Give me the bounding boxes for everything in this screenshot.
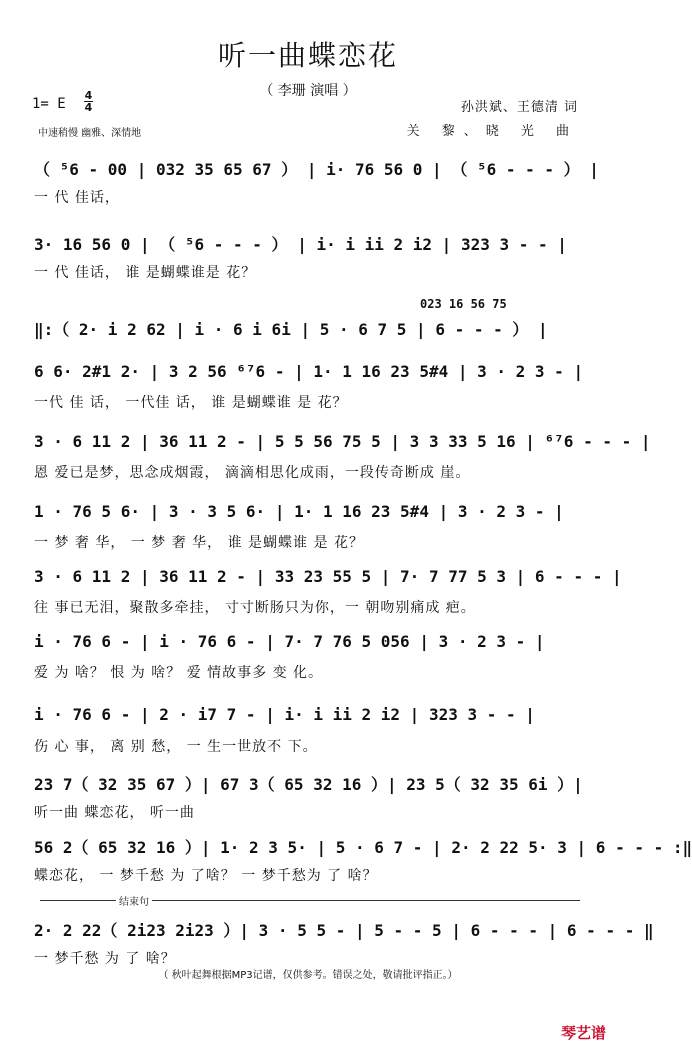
time-signature-top: 4: [84, 89, 93, 102]
lyrics-row: 一 代 佳话， 谁 是蝴蝶谁是 花？: [34, 265, 257, 281]
time-signature: [84, 90, 93, 113]
song-title: 听一曲蝶恋花: [217, 39, 398, 72]
notation-row: 23 7（ 32 35 67 ）| 67 3（ 65 32 16 ）| 23 5（ 32 35 6i ）|: [34, 775, 583, 794]
notation-row: i · 76 6 - | i · 76 6 - | 7· 7 76 5 056 | 3 · 2 3 - |: [34, 632, 545, 651]
notation-row: 023 16 56 75: [420, 297, 507, 311]
lyrics-row: 伤 心 事， 离 别 愁， 一 生一世放不 下。: [34, 739, 318, 755]
key-signature: 1= E: [32, 96, 66, 112]
lyrics-row: 往 事已无泪，聚散多牵挂， 寸寸断肠只为你，一 朝吻别痛成 疤。: [34, 600, 476, 616]
lyrics-row: 恩 爱已是梦，思念成烟霞， 滴滴相思化成雨，一段传奇断成 崖。: [34, 465, 471, 481]
end-section-label: 结束句: [116, 893, 152, 908]
notation-row: 2· 2 22（ 2i23 2i23 ）| 3 · 5 5 - | 5 - - 5 | 6 - - - | 6 - - - ‖: [34, 921, 654, 940]
notation-row: 56 2（ 65 32 16 ）| 1· 2 3 5· | 5 · 6 7 - | 2· 2 22 5· 3 | 6 - - - :‖: [34, 838, 692, 857]
singer-credit: （ 李珊 演唱 ）: [259, 83, 357, 99]
composer-credit: 关 黎、晓 光 曲: [406, 124, 578, 139]
lyrics-row: 一代 佳 话， 一代佳 话， 谁 是蝴蝶谁 是 花？: [34, 395, 348, 411]
lyricist-credit: 孙洪斌、王德清 词: [460, 100, 578, 115]
tempo-marking: 中速稍慢 幽雅、深情地: [38, 128, 142, 139]
lyrics-row: 一 代 佳话，: [34, 190, 120, 206]
lyrics-row: 听一曲 蝶恋花， 听一曲: [34, 805, 195, 821]
notation-row: （ ⁵6 - 00 | 032 35 65 67 ） | i· 76 56 0 | （ ⁵6 - - - ） |: [34, 160, 599, 179]
site-logo: 琴艺谱: [560, 1024, 606, 1042]
lyrics-row: 爱 为 啥？ 恨 为 啥？ 爱 情故事多 变 化。: [34, 665, 324, 681]
lyrics-row: 一 梦 奢 华， 一 梦 奢 华， 谁 是蝴蝶谁 是 花？: [34, 535, 364, 551]
notation-row: 3· 16 56 0 | （ ⁵6 - - - ） | i· i ii 2 i2 | 323 3 - - |: [34, 235, 567, 254]
notation-row: 6 6· 2#1 2· | 3 2 56 ⁶⁷6 - | 1· 1 16 23 5#4 | 3 · 2 3 - |: [34, 362, 584, 381]
notation-row: ‖:（ 2· i 2 62 | i · 6 i 6i | 5 · 6 7 5 | 6 - - - ） |: [34, 320, 548, 339]
notation-row: 3 · 6 11 2 | 36 11 2 - | 33 23 55 5 | 7· 7 77 5 3 | 6 - - - |: [34, 567, 622, 586]
notation-row: 3 · 6 11 2 | 36 11 2 - | 5 5 56 75 5 | 3 3 33 5 16 | ⁶⁷6 - - - |: [34, 432, 651, 451]
footer-note: （ 秋叶起舞根据MP3记谱，仅供参考。错误之处，敬请批评指正。）: [158, 970, 458, 981]
time-signature-bottom: 4: [84, 101, 93, 114]
notation-row: i · 76 6 - | 2 · i7 7 - | i· i ii 2 i2 | 323 3 - - |: [34, 705, 535, 724]
notation-row: 1 · 76 5 6· | 3 · 3 5 6· | 1· 1 16 23 5#4 | 3 · 2 3 - |: [34, 502, 564, 521]
lyrics-row: 一 梦千愁 为 了 啥？: [34, 951, 176, 967]
lyrics-row: 蝶恋花， 一 梦千愁 为 了啥？ 一 梦千愁为 了 啥？: [34, 868, 378, 884]
